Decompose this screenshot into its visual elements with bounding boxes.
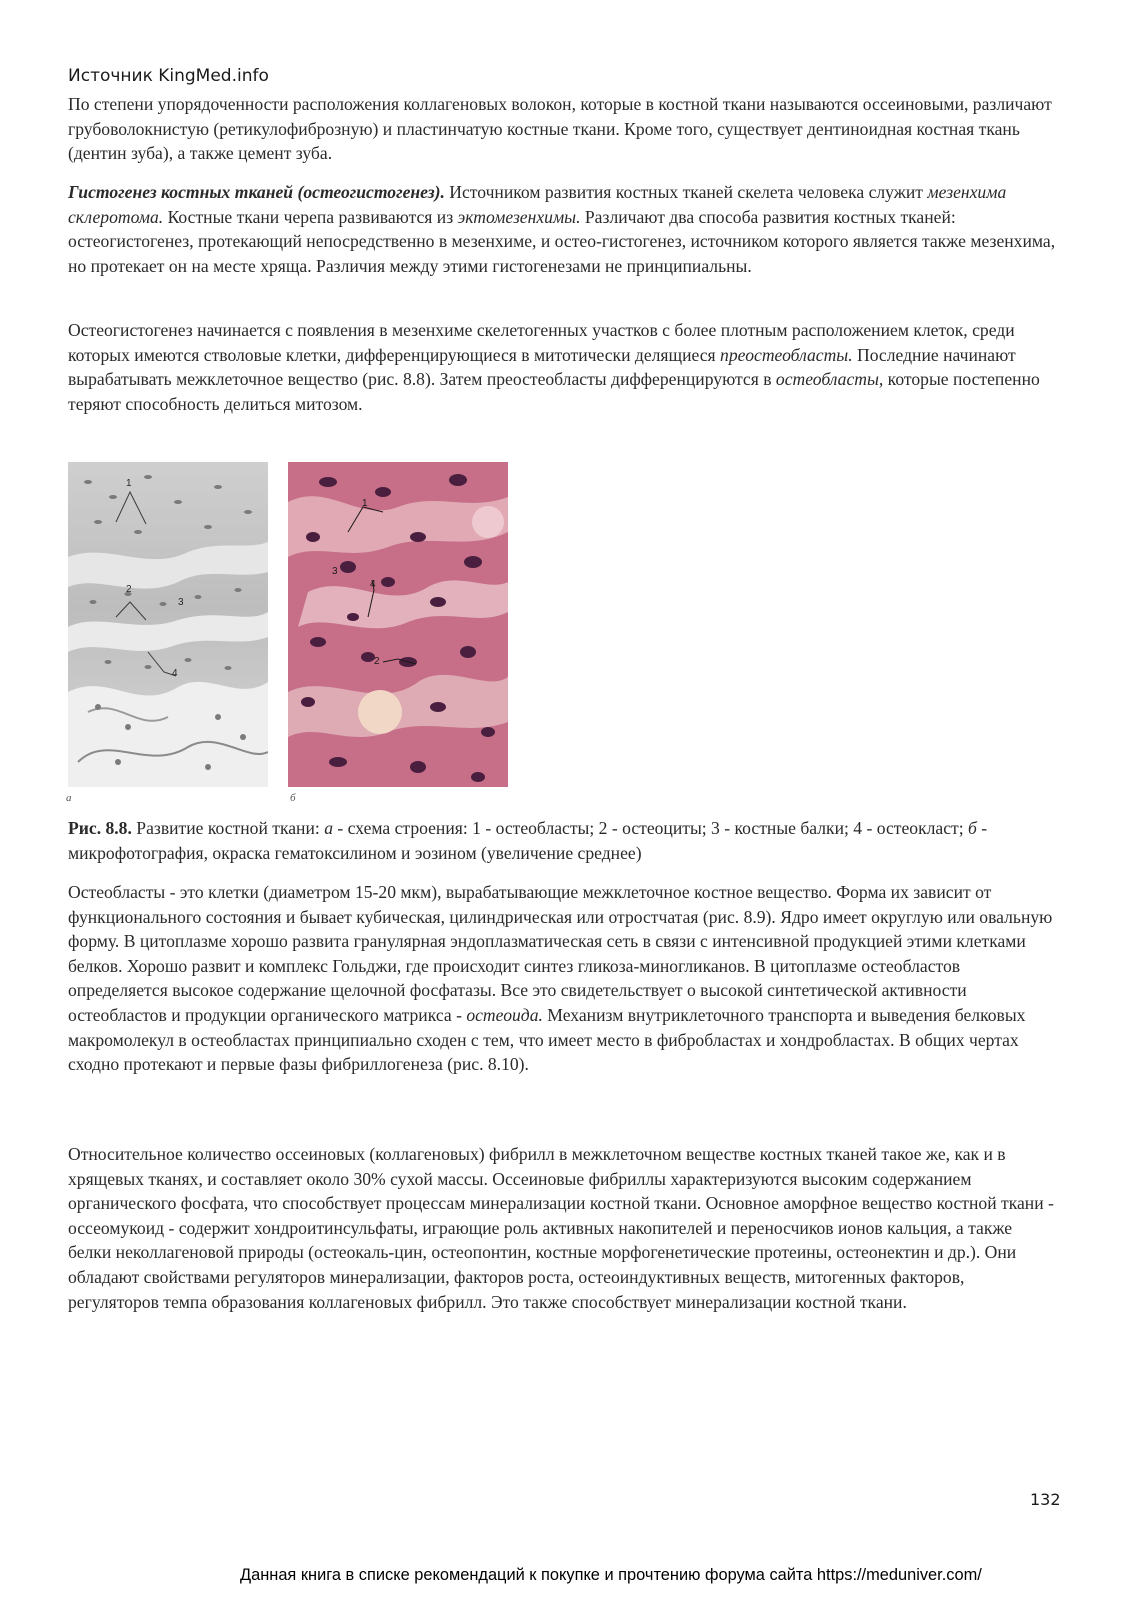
figure-a-label-4: 4 bbox=[172, 668, 178, 679]
source-header: Источник KingMed.info bbox=[68, 66, 269, 86]
figure-b-label-2: 2 bbox=[374, 656, 380, 667]
figure-panel-b-micrograph bbox=[288, 462, 508, 787]
figure-a-label-2: 2 bbox=[126, 584, 132, 595]
figure-b-label-3: 3 bbox=[332, 566, 338, 577]
paragraph-1: По степени упорядоченности расположения коллагеновых волокон, которые в костной ткани называются оссеиновыми, различают грубоволокнистую (ретикулофиброзную) и пластинчатую костные ткани. Кроме того, существует дентиноидная костная ткань (дентин зуба), а также цемент зуба. bbox=[68, 94, 1052, 164]
figure-panel-a-schematic bbox=[68, 462, 268, 787]
paragraph-5: Относительное количество оссеиновых (коллагеновых) фибрилл в межклеточном веществе костных тканей такое же, как и в хрящевых тканях, и составляет около 30% сухой массы. Оссеиновые фибриллы характеризуются высоким содержанием органического фосфата, что способствует процессам минерализации костной ткани. Основное аморфное вещество костной ткани - оссеомукоид - содержит хондроитинсульфаты, играющие роль активных накопителей и переносчиков ионов кальция, а также белки неколлагеновой природы (остеокаль-цин, остеопонтин, костные морфогенетические протеины, остеонектин и др.). Они обладают свойствами регуляторов минерализации, факторов роста, остеоиндуктивных веществ, митогенных факторов, регуляторов темпа образования коллагеновых фибрилл. Это также способствует минерализации костной ткани. bbox=[68, 1144, 1054, 1312]
figure-caption: Рис. 8.8. Развитие костной ткани: а - схема строения: 1 - остеобласты; 2 - остеоциты; 3 - костные балки; 4 - остеокласт; б - микрофотография, окраска гематоксилином и эозином (увеличение среднее) bbox=[68, 818, 988, 863]
paragraph-4: Остеобласты - это клетки (диаметром 15-20 мкм), вырабатывающие межклеточное костное вещество. Форма их зависит от функционального состояния и бывает кубическая, цилиндрическая или отростчатая (рис. 8.9). Ядро имеет округлую или овальную форму. В цитоплазме хорошо развита гранулярная эндоплазматическая сеть в связи с интенсивной продукцией этими клетками белков. Хорошо развит и комплекс Гольджи, где происходит синтез гликоза-миногликанов. В цитоплазме остеобластов определяется высокое содержание щелочной фосфатазы. Все это свидетельствует о высокой синтетической активности остеобластов и продукции органического матрикса - остеоида. Механизм внутриклеточного транспорта и выведения белковых макромолекул в остеобластах принципиально сходен с тем, что имеет место в фибробластах и хондробластах. В общих чертах сходно протекают и первые фазы фибриллогенеза (рис. 8.10). bbox=[68, 882, 1053, 1075]
footer-recommendation: Данная книга в списке рекомендаций к покупке и прочтению форума сайта https://meduniver.com/ bbox=[240, 1566, 982, 1584]
figure-b-label-1: 1 bbox=[362, 498, 368, 509]
paragraph-2: Гистогенез костных тканей (остеогистогенез). Источником развития костных тканей скелета человека служит мезенхима склеротома. Костные ткани черепа развиваются из эктомезенхимы. Различают два способа развития костных тканей: остеогистогенез, протекающий непосредственно в мезенхиме, и остео-гистогенез, источником которого является также мезенхима, но протекает он на месте хряща. Различия между этими гистогенезами не принципиальны. bbox=[68, 182, 1056, 276]
page-number: 132 bbox=[1030, 1490, 1061, 1509]
figure-caption-lead: Рис. 8.8. bbox=[68, 818, 132, 838]
figure-b-letter: б bbox=[290, 792, 296, 804]
figure-a-letter: а bbox=[66, 792, 72, 804]
paragraph-2-lead: Гистогенез костных тканей (остеогистогенез). bbox=[68, 182, 445, 202]
figure-a-label-3: 3 bbox=[178, 597, 184, 608]
figure-a-label-1: 1 bbox=[126, 478, 132, 489]
figure-b-label-4: 4 bbox=[370, 579, 376, 590]
paragraph-3: Остеогистогенез начинается с появления в мезенхиме скелетогенных участков с более плотным расположением клеток, среди которых имеются стволовые клетки, дифференцирующиеся в митотически делящиеся преостеобласты. Последние начинают вырабатывать межклеточное вещество (рис. 8.8). Затем преостеобласты дифференцируются в остеобласты, которые постепенно теряют способность делиться митозом. bbox=[68, 320, 1040, 414]
